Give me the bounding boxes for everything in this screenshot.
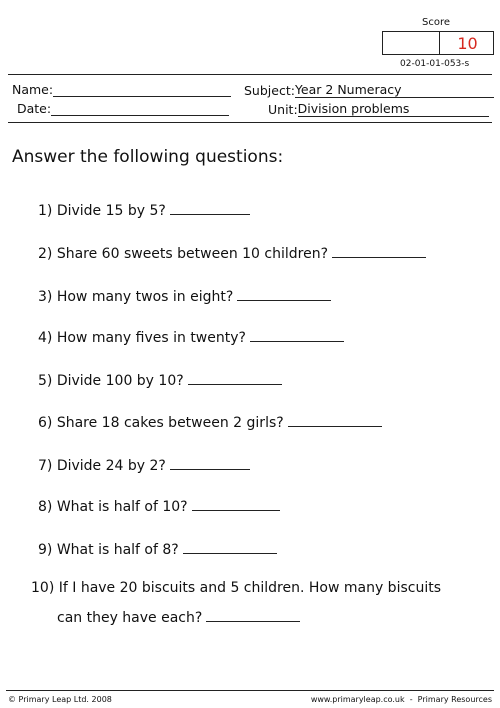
- unit-row: [268, 101, 489, 117]
- question-number: 9): [38, 542, 53, 558]
- question-text: What is half of 8?: [56, 542, 179, 558]
- question-number: 10): [31, 580, 55, 596]
- question-6: [38, 412, 382, 431]
- question-number: 7): [38, 458, 53, 474]
- question-text: How many twos in eight?: [56, 289, 234, 305]
- subject-value: Year 2 Numeracy: [294, 82, 402, 97]
- question-text: Share 60 sweets between 10 children?: [56, 246, 329, 262]
- answer-blank[interactable]: [250, 327, 344, 342]
- footer-rule: [6, 690, 494, 691]
- header-bottom-rule: [8, 122, 492, 123]
- question-8: [38, 496, 280, 515]
- question-9: [38, 539, 277, 558]
- subject-label: Subject:: [244, 83, 295, 98]
- question-text: Divide 100 by 10?: [56, 373, 184, 389]
- answer-blank[interactable]: [206, 607, 300, 622]
- footer-copyright: © Primary Leap Ltd. 2008: [8, 695, 112, 704]
- question-2: [38, 243, 426, 262]
- name-label: Name:: [12, 82, 54, 97]
- date-label: Date:: [17, 101, 52, 116]
- question-10-continued: [57, 607, 300, 626]
- question-number: 6): [38, 415, 53, 431]
- question-text: If I have 20 biscuits and 5 children. How many biscuits: [58, 580, 441, 596]
- question-text-continued: can they have each?: [57, 610, 203, 626]
- name-row: [12, 82, 231, 97]
- unit-label: Unit:: [268, 102, 298, 117]
- question-number: 2): [38, 246, 53, 262]
- answer-blank[interactable]: [192, 496, 280, 511]
- answer-blank[interactable]: [332, 243, 426, 258]
- score-box: [382, 31, 494, 55]
- date-field[interactable]: [51, 115, 229, 116]
- instructions-heading: Answer the following questions:: [12, 147, 284, 167]
- question-10: [31, 580, 441, 596]
- question-1: [38, 200, 250, 219]
- question-5: [38, 370, 282, 389]
- name-field[interactable]: [53, 96, 231, 97]
- question-number: 3): [38, 289, 53, 305]
- question-text: Divide 15 by 5?: [56, 203, 166, 219]
- question-text: What is half of 10?: [56, 499, 188, 515]
- question-7: [38, 455, 250, 474]
- question-text: How many fives in twenty?: [56, 330, 246, 346]
- question-number: 1): [38, 203, 53, 219]
- answer-blank[interactable]: [188, 370, 282, 385]
- score-value: 10: [457, 34, 478, 53]
- subject-row: [244, 82, 494, 98]
- question-text: Divide 24 by 2?: [56, 458, 166, 474]
- question-number: 5): [38, 373, 53, 389]
- answer-blank[interactable]: [170, 200, 250, 215]
- score-label: Score: [422, 17, 451, 28]
- question-number: 4): [38, 330, 53, 346]
- answer-blank[interactable]: [288, 412, 382, 427]
- answer-blank[interactable]: [170, 455, 250, 470]
- question-4: [38, 327, 344, 346]
- header-top-rule: [8, 74, 492, 75]
- unit-field: [298, 101, 489, 117]
- footer-website: www.primaryleap.co.uk - Primary Resources: [310, 695, 492, 704]
- answer-blank[interactable]: [183, 539, 277, 554]
- question-text: Share 18 cakes between 2 girls?: [56, 415, 284, 431]
- date-row: [17, 101, 229, 116]
- question-3: [38, 286, 331, 305]
- unit-value: Division problems: [297, 101, 410, 116]
- question-number: 8): [38, 499, 53, 515]
- answer-blank[interactable]: [237, 286, 331, 301]
- subject-field: [295, 82, 494, 98]
- worksheet-code: 02-01-01-053-s: [400, 59, 470, 69]
